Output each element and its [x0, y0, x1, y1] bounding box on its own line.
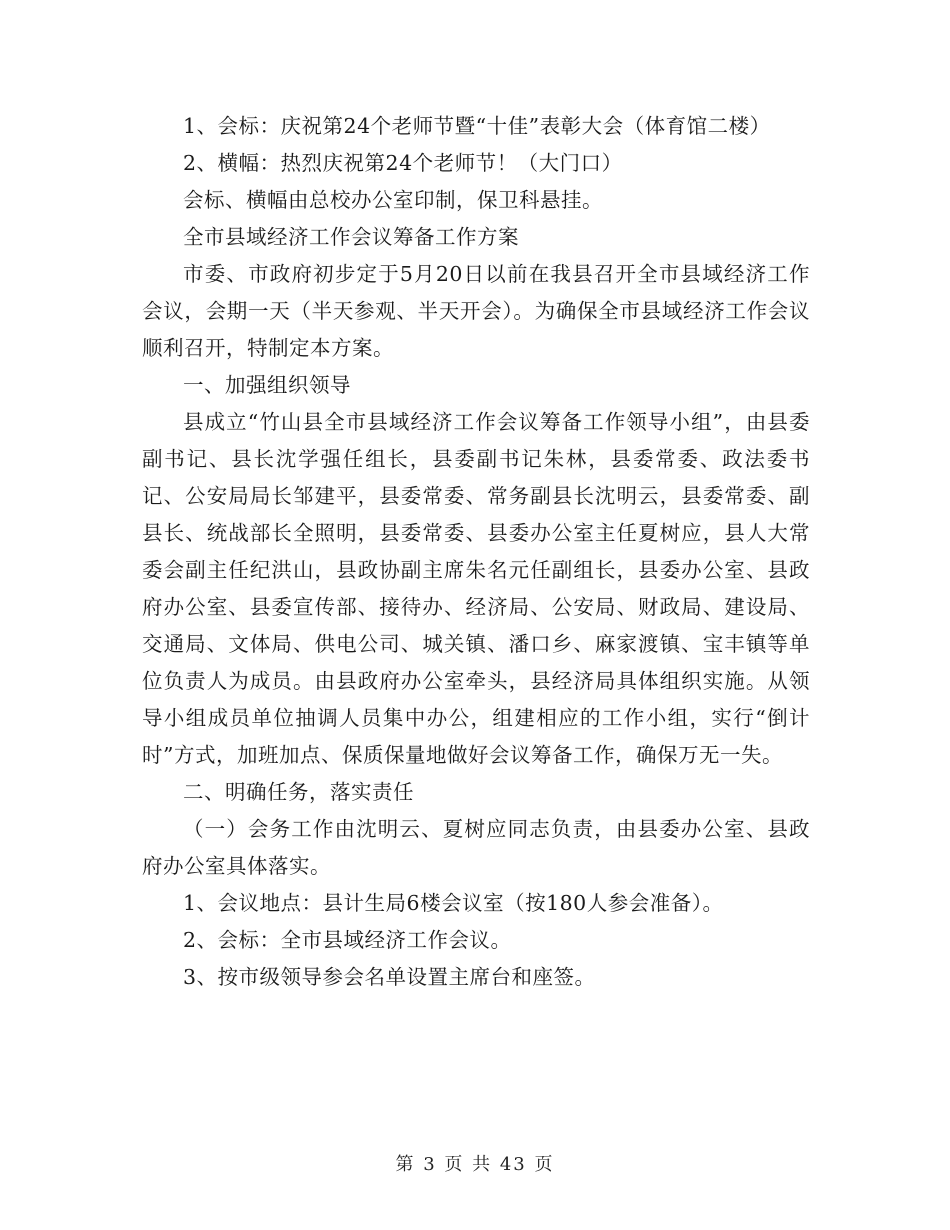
paragraph-2: 2、横幅：热烈庆祝第24个老师节！（大门口） — [183, 151, 623, 175]
heading-2: 二、明确任务，落实责任 — [183, 780, 414, 804]
item-podium-seating: 3、按市级领导参会名单设置主席台和座签。 — [183, 965, 596, 989]
item-meeting-location: 1、会议地点：县计生局6楼会议室（按180人参会准备）。 — [183, 891, 724, 915]
item-meeting-banner: 2、会标：全市县域经济工作会议。 — [183, 928, 512, 952]
paragraph-3: 会标、横幅由总校办公室印制，保卫科悬挂。 — [183, 188, 603, 212]
section-title: 全市县域经济工作会议筹备工作方案 — [183, 225, 519, 249]
heading-1: 一、加强组织领导 — [183, 373, 351, 397]
paragraph-meeting-affairs: （一）会务工作由沈明云、夏树应同志负责，由县委办公室、县政府办公室具体落实。 — [142, 817, 810, 878]
document-body — [142, 108, 810, 996]
page-number: 第 3 页 共 43 页 — [395, 1154, 555, 1175]
paragraph-intro: 市委、市政府初步定于5月20日以前在我县召开全市县域经济工作会议，会期一天（半天参观、半天开会）。为确保全市县域经济工作会议顺利召开，特制定本方案。 — [142, 262, 810, 360]
paragraph-leadership: 县成立“竹山县全市县域经济工作会议筹备工作领导小组”，由县委副书记、县长沈学强任组长，县委副书记朱林，县委常委、政法委书记、公安局局长邹建平，县委常委、常务副县长沈明云，县委常委、副县长、统战部长全照明，县委常委、县委办公室主任夏树应，县人大常委会副主任纪洪山，县政协副主席朱名元任副组长，县委办公室、县政府办公室、县委宣传部、接待办、经济局、公安局、财政局、建设局、交通局、文体局、供电公司、城关镇、潘口乡、麻家渡镇、宝丰镇等单位负责人为成员。由县政府办公室牵头，县经济局具体组织实施。从领导小组成员单位抽调人员集中办公，组建相应的工作小组，实行“倒计时”方式，加班加点、保质保量地做好会议筹备工作，确保万无一失。 — [142, 410, 810, 767]
paragraph-1: 1、会标：庆祝第24个老师节暨“十佳”表彰大会（体育馆二楼） — [183, 114, 771, 138]
